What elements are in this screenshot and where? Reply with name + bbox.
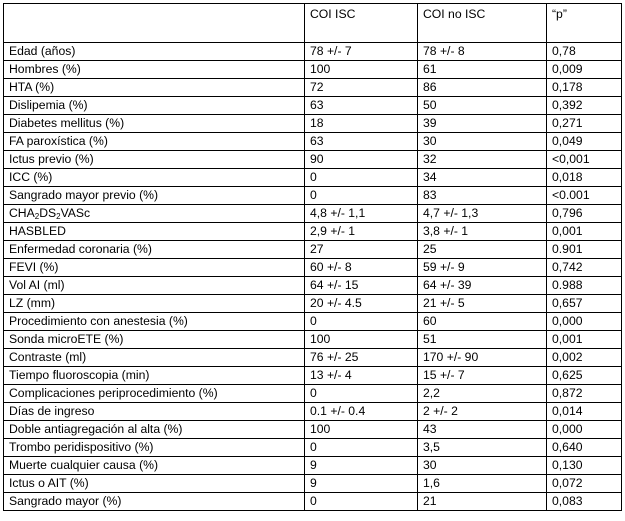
table-row: [4, 241, 622, 259]
header-cell-coi-isc: COI ISC: [305, 4, 418, 43]
header-cell-p-value: “p”: [547, 4, 622, 43]
p-value-cell: 0,130: [547, 457, 622, 475]
table-row: [4, 475, 622, 493]
table-row: [4, 169, 622, 187]
header-cell-variable: [4, 4, 305, 43]
p-value-cell: 0,392: [547, 97, 622, 115]
subscript-digit: 2: [34, 212, 40, 221]
variable-cell: ICC (%): [4, 169, 305, 187]
table-row: [4, 115, 622, 133]
coi-isc-cell: 9: [305, 457, 418, 475]
p-value-cell: 0,000: [547, 313, 622, 331]
p-value-cell: 0,000: [547, 421, 622, 439]
table-row: [4, 421, 622, 439]
coi-isc-cell: 0: [305, 313, 418, 331]
coi-isc-cell: 13 +/- 4: [305, 367, 418, 385]
coi-no-isc-cell: 83: [418, 187, 547, 205]
table-row: [4, 403, 622, 421]
table-row: [4, 295, 622, 313]
table-row: [4, 97, 622, 115]
coi-isc-cell: 9: [305, 475, 418, 493]
coi-no-isc-cell: 34: [418, 169, 547, 187]
p-value-cell: 0,001: [547, 331, 622, 349]
coi-no-isc-cell: 2 +/- 2: [418, 403, 547, 421]
table-row: [4, 349, 622, 367]
variable-cell: Hombres (%): [4, 61, 305, 79]
table-row: [4, 367, 622, 385]
coi-no-isc-cell: 15 +/- 7: [418, 367, 547, 385]
variable-cell: HASBLED: [4, 223, 305, 241]
coi-no-isc-cell: 51: [418, 331, 547, 349]
variable-cell: Sonda microETE (%): [4, 331, 305, 349]
variable-cell: $CHA_2DS_2VASc$: [4, 205, 305, 223]
coi-no-isc-cell: 3,5: [418, 439, 547, 457]
subscript-digit: 2: [56, 212, 61, 221]
variable-cell: Dislipemia (%): [4, 97, 305, 115]
coi-isc-cell: 72: [305, 79, 418, 97]
table-row: [4, 313, 622, 331]
p-value-cell: 0,271: [547, 115, 622, 133]
table-body: [4, 43, 622, 511]
variable-cell: Ictus o AIT (%): [4, 475, 305, 493]
table-row: [4, 259, 622, 277]
variable-cell: FEVI (%): [4, 259, 305, 277]
p-value-cell: 0,178: [547, 79, 622, 97]
coi-no-isc-cell: 60: [418, 313, 547, 331]
p-value-cell: 0,625: [547, 367, 622, 385]
p-value-cell: 0,001: [547, 223, 622, 241]
coi-no-isc-cell: 30: [418, 133, 547, 151]
coi-isc-cell: 64 +/- 15: [305, 277, 418, 295]
table-row: [4, 79, 622, 97]
comparison-table: [3, 3, 622, 511]
coi-no-isc-cell: 43: [418, 421, 547, 439]
coi-isc-cell: 0: [305, 385, 418, 403]
table-row: [4, 457, 622, 475]
p-value-cell: 0,002: [547, 349, 622, 367]
coi-isc-cell: 63: [305, 133, 418, 151]
coi-isc-cell: 78 +/- 7: [305, 43, 418, 61]
p-value-cell: 0,872: [547, 385, 622, 403]
coi-no-isc-cell: 39: [418, 115, 547, 133]
variable-cell: Sangrado mayor previo (%): [4, 187, 305, 205]
coi-isc-cell: 4,8 +/- 1,1: [305, 205, 418, 223]
coi-no-isc-cell: 32: [418, 151, 547, 169]
table-row: [4, 277, 622, 295]
variable-cell: Días de ingreso: [4, 403, 305, 421]
p-value-cell: <0.001: [547, 187, 622, 205]
coi-isc-cell: 20 +/- 4.5: [305, 295, 418, 313]
coi-isc-cell: 0: [305, 493, 418, 511]
p-value-cell: 0,78: [547, 43, 622, 61]
header-cell-coi-no-isc: COI no ISC: [418, 4, 547, 43]
coi-isc-cell: 27: [305, 241, 418, 259]
variable-cell: Enfermedad coronaria (%): [4, 241, 305, 259]
coi-isc-cell: 0: [305, 169, 418, 187]
variable-cell: Procedimiento con anestesia (%): [4, 313, 305, 331]
coi-isc-cell: 0: [305, 187, 418, 205]
variable-cell: HTA (%): [4, 79, 305, 97]
variable-cell: Complicaciones periprocedimiento (%): [4, 385, 305, 403]
table-row: [4, 439, 622, 457]
p-value-cell: 0,018: [547, 169, 622, 187]
coi-isc-cell: 90: [305, 151, 418, 169]
table-row: [4, 43, 622, 61]
coi-no-isc-cell: 3,8 +/- 1: [418, 223, 547, 241]
coi-isc-cell: 0: [305, 439, 418, 457]
p-value-cell: 0,640: [547, 439, 622, 457]
table-row: [4, 151, 622, 169]
p-value-cell: 0.988: [547, 277, 622, 295]
p-value-cell: 0,657: [547, 295, 622, 313]
table-row: [4, 331, 622, 349]
table-row: [4, 133, 622, 151]
coi-isc-cell: 63: [305, 97, 418, 115]
variable-cell: Tiempo fluoroscopia (min): [4, 367, 305, 385]
variable-cell: Sangrado mayor (%): [4, 493, 305, 511]
variable-cell: Vol AI (ml): [4, 277, 305, 295]
table-row: [4, 493, 622, 511]
coi-no-isc-cell: 21: [418, 493, 547, 511]
variable-cell: LZ (mm): [4, 295, 305, 313]
coi-no-isc-cell: 2,2: [418, 385, 547, 403]
coi-no-isc-cell: 78 +/- 8: [418, 43, 547, 61]
variable-cell: Diabetes mellitus (%): [4, 115, 305, 133]
variable-cell: Trombo peridispositivo (%): [4, 439, 305, 457]
coi-isc-cell: 2,9 +/- 1: [305, 223, 418, 241]
p-value-cell: 0,072: [547, 475, 622, 493]
table-row: [4, 205, 622, 223]
p-value-cell: 0,796: [547, 205, 622, 223]
data-table-container: [3, 3, 621, 511]
coi-no-isc-cell: 4,7 +/- 1,3: [418, 205, 547, 223]
p-value-cell: 0,014: [547, 403, 622, 421]
coi-isc-cell: 60 +/- 8: [305, 259, 418, 277]
table-row: [4, 385, 622, 403]
coi-no-isc-cell: 59 +/- 9: [418, 259, 547, 277]
table-row: [4, 187, 622, 205]
variable-cell: FA paroxística (%): [4, 133, 305, 151]
table-header-row: [4, 4, 622, 43]
variable-cell: Edad (años): [4, 43, 305, 61]
variable-cell: Ictus previo (%): [4, 151, 305, 169]
p-value-cell: <0,001: [547, 151, 622, 169]
coi-no-isc-cell: 1,6: [418, 475, 547, 493]
table-row: [4, 223, 622, 241]
coi-isc-cell: 100: [305, 421, 418, 439]
coi-no-isc-cell: 64 +/- 39: [418, 277, 547, 295]
coi-no-isc-cell: 30: [418, 457, 547, 475]
coi-isc-cell: 100: [305, 331, 418, 349]
coi-no-isc-cell: 25: [418, 241, 547, 259]
p-value-cell: 0,049: [547, 133, 622, 151]
coi-isc-cell: 0.1 +/- 0.4: [305, 403, 418, 421]
coi-no-isc-cell: 61: [418, 61, 547, 79]
table-row: [4, 61, 622, 79]
coi-no-isc-cell: 50: [418, 97, 547, 115]
coi-isc-cell: 76 +/- 25: [305, 349, 418, 367]
variable-cell: Muerte cualquier causa (%): [4, 457, 305, 475]
variable-cell: Contraste (ml): [4, 349, 305, 367]
p-value-cell: 0.901: [547, 241, 622, 259]
coi-isc-cell: 100: [305, 61, 418, 79]
coi-no-isc-cell: 21 +/- 5: [418, 295, 547, 313]
coi-isc-cell: 18: [305, 115, 418, 133]
variable-cell: Doble antiagregación al alta (%): [4, 421, 305, 439]
p-value-cell: 0,742: [547, 259, 622, 277]
coi-no-isc-cell: 170 +/- 90: [418, 349, 547, 367]
coi-no-isc-cell: 86: [418, 79, 547, 97]
p-value-cell: 0,083: [547, 493, 622, 511]
p-value-cell: 0,009: [547, 61, 622, 79]
